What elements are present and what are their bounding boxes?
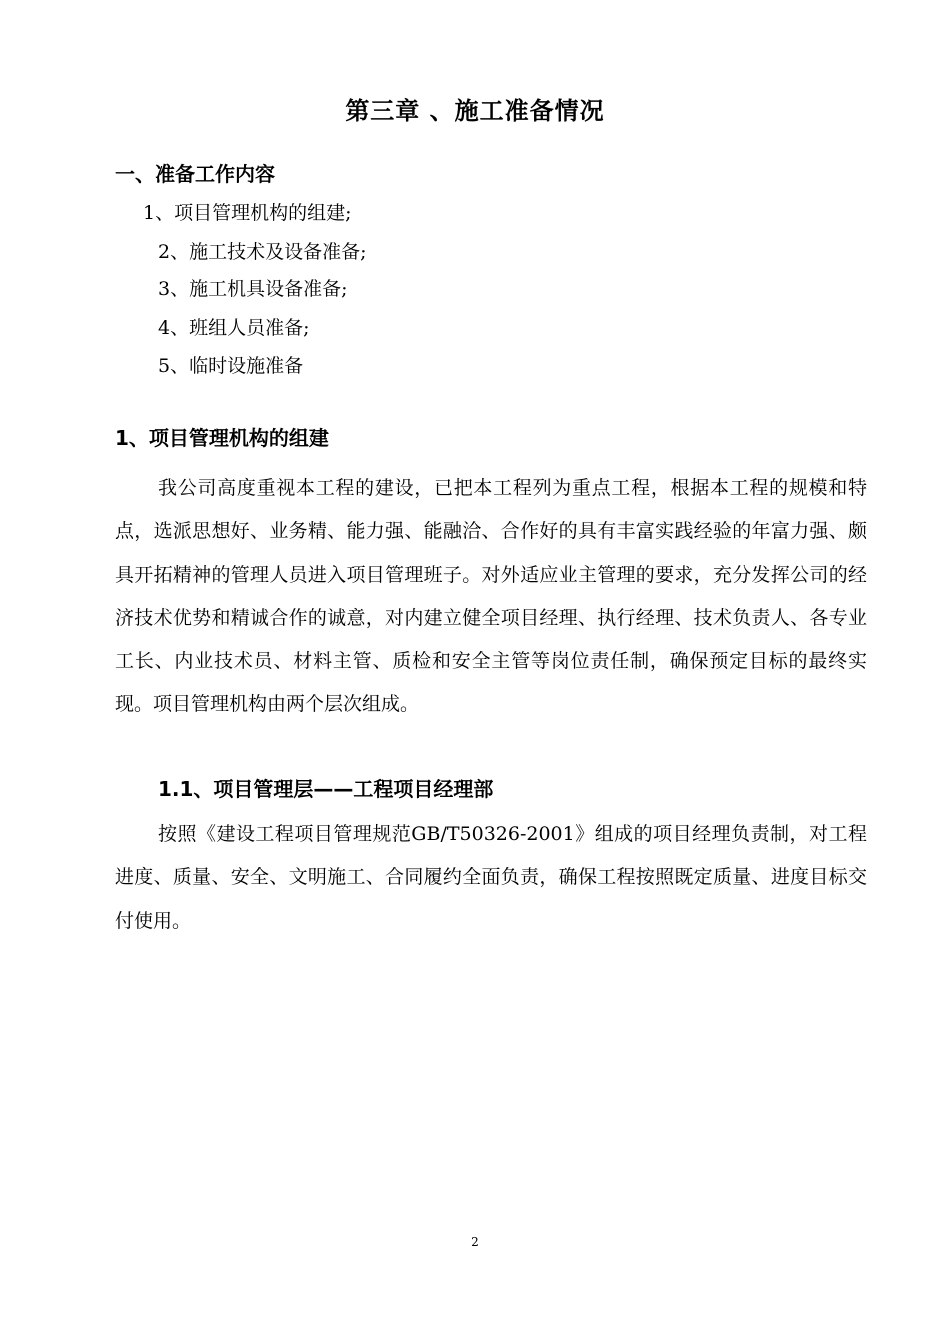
- section-heading-preparation-content: 一、准备工作内容: [115, 162, 275, 186]
- list-item: 2、施工技术及设备准备;: [158, 241, 367, 263]
- body-paragraph: 按照《建设工程项目管理规范GB/T50326-2001》组成的项目经理负责制，对工程进度、质量、安全、文明施工、合同履约全面负责，确保工程按照既定质量、进度目标交付使用。: [115, 823, 867, 932]
- chapter-title: 第三章 、施工准备情况: [345, 97, 605, 125]
- list-item: 1、项目管理机构的组建;: [143, 202, 352, 224]
- body-paragraph: 我公司高度重视本工程的建设，已把本工程列为重点工程，根据本工程的规模和特点，选派思想好、业务精、能力强、能融洽、合作好的具有丰富实践经验的年富力强、颇具开拓精神的管理人员进入项目管理班子。对外适应业主管理的要求，充分发挥公司的经济技术优势和精诚合作的诚意，对内建立健全项目经理、执行经理、技术负责人、各专业工长、内业技术员、材料主管、质检和安全主管等岗位责任制，确保预定目标的最终实现。项目管理机构由两个层次组成。: [115, 477, 867, 716]
- section-heading-management-org: 1、项目管理机构的组建: [115, 426, 329, 450]
- list-item: 4、班组人员准备;: [158, 317, 310, 339]
- subsection-heading-project-dept: 1.1、项目管理层——工程项目经理部: [158, 777, 494, 801]
- list-item: 3、施工机具设备准备;: [158, 278, 348, 300]
- page-number: 2: [471, 1235, 479, 1249]
- list-item: 5、临时设施准备: [158, 355, 304, 377]
